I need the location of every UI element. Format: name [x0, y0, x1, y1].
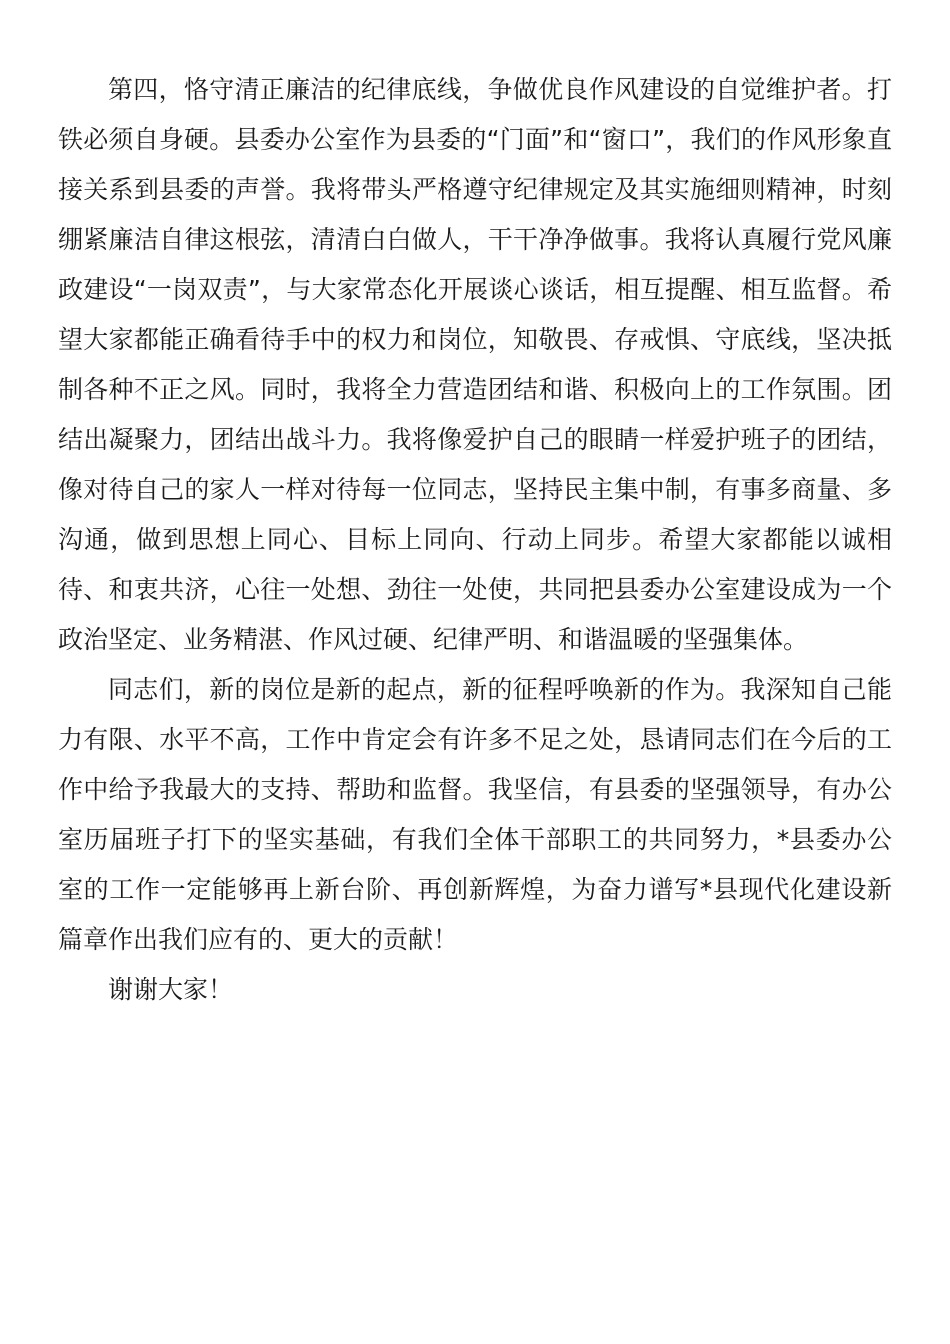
paragraph-thanks: 谢谢大家！ [108, 975, 234, 1004]
paragraph-closing: 同志们，新的岗位是新的起点，新的征程呼唤新的作为。我深知自己能力有限、水平不高，工作中肯定会有许多不足之处，恳请同志们在今后的工作中给予我最大的支持、帮助和监督。我坚信，有县委的坚强领导，有办公室历届班子打下的坚实基础，有我们全体干部职工的共同努力，*县委办公室的工作一定能够再上新台阶、再创新辉煌，为奋力谱写*县现代化建设新篇章作出我们应有的、更大的贡献！ [58, 675, 892, 954]
paragraph-discipline: 第四，恪守清正廉洁的纪律底线，争做优良作风建设的自觉维护者。打铁必须自身硬。县委办公室作为县委的“门面”和“窗口”，我们的作风形象直接关系到县委的声誉。我将带头严格遵守纪律规定及其实施细则精神，时刻绷紧廉洁自律这根弦，清清白白做人，干干净净做事。我将认真履行党风廉政建设“一岗双责”，与大家常态化开展谈心谈话，相互提醒、相互监督。希望大家都能正确看待手中的权力和岗位，知敬畏、存戒惧、守底线，坚决抵制各种不正之风。同时，我将全力营造团结和谐、积极向上的工作氛围。团结出凝聚力，团结出战斗力。我将像爱护自己的眼睛一样爱护班子的团结，像对待自己的家人一样对待每一位同志，坚持民主集中制，有事多商量、多沟通，做到思想上同心、目标上同向、行动上同步。希望大家都能以诚相待、和衷共济，心往一处想、劲往一处使，共同把县委办公室建设成为一个政治坚定、业务精湛、作风过硬、纪律严明、和谐温暖的坚强集体。 [58, 75, 892, 654]
document-body [58, 65, 892, 1015]
